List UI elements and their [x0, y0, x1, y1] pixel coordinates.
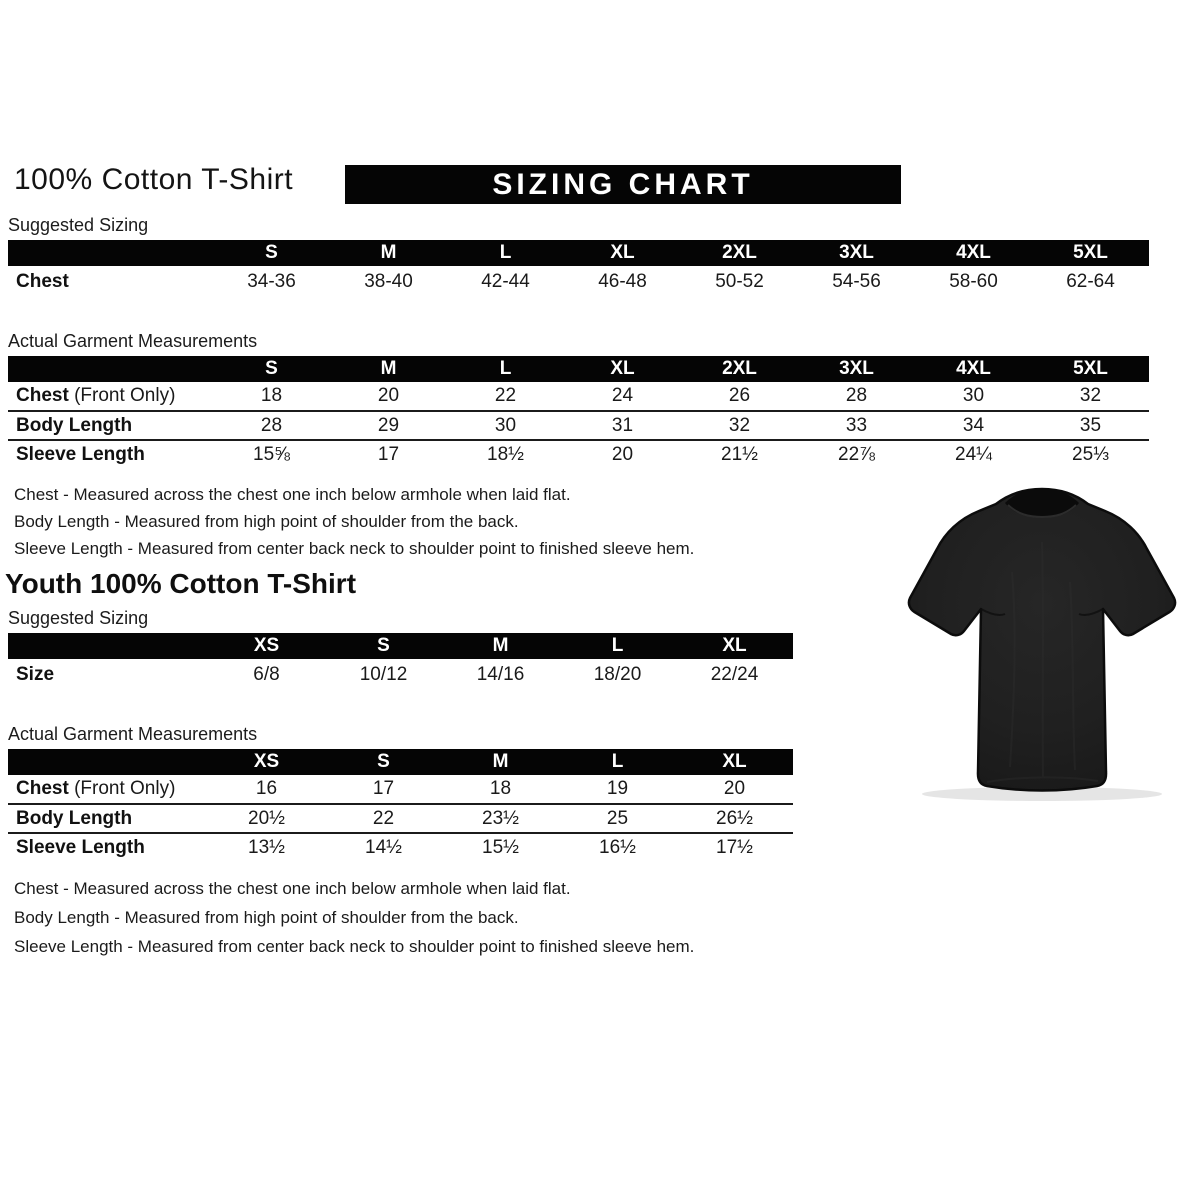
size-table: [8, 633, 793, 690]
size-header-row: [8, 356, 1149, 382]
measurement-row: [8, 411, 1149, 440]
measurement-value: 32: [1079, 385, 1102, 406]
measurement-note: Body Length - Measured from high point of shoulder from the back.: [14, 908, 519, 927]
measurement-value: 29: [330, 411, 447, 440]
adult-suggested-sizing-table: [8, 240, 1200, 297]
measurement-value: 20: [564, 440, 681, 469]
measurement-value: 34-36: [247, 270, 296, 292]
measurement-note: Body Length - Measured from high point of shoulder from the back.: [14, 512, 519, 531]
measurement-value: 46-48: [598, 270, 647, 292]
size-column-header: 2XL: [681, 356, 798, 382]
size-column-header: L: [559, 749, 676, 775]
measurement-value: 54-56: [832, 270, 881, 292]
size-column-header: 2XL: [681, 240, 798, 266]
measurement-value: 24: [611, 385, 634, 406]
size-column-header: S: [325, 749, 442, 775]
measurement-row-label: Sleeve Length: [8, 833, 208, 862]
youth-measurement-notes: [14, 874, 1200, 961]
measurement-value: 30: [962, 385, 985, 406]
measurement-value: 22⅞: [798, 440, 915, 469]
size-column-header: 4XL: [915, 240, 1032, 266]
measurement-row-label: Chest (Front Only): [16, 778, 176, 799]
measurement-value: 14½: [325, 833, 442, 862]
size-table: [8, 240, 1149, 297]
measurement-row: [8, 440, 1149, 469]
measurement-row: [8, 382, 1149, 411]
measurement-value: 34: [915, 411, 1032, 440]
measurement-value: 6/8: [253, 663, 280, 685]
measurement-value: 58-60: [949, 270, 998, 292]
measurement-value: 22/24: [710, 663, 759, 685]
measurement-value: 15½: [442, 833, 559, 862]
size-header-row: [8, 240, 1149, 266]
measurement-note: Chest - Measured across the chest one inch below armhole when laid flat.: [14, 879, 571, 898]
size-column-header: XL: [564, 356, 681, 382]
measurement-value: 31: [564, 411, 681, 440]
measurement-value: 38-40: [364, 270, 413, 292]
measurement-row-label: Sleeve Length: [8, 440, 213, 469]
size-table: [8, 356, 1149, 469]
measurement-row: [8, 833, 793, 862]
size-column-header: M: [330, 240, 447, 266]
size-column-header: M: [442, 633, 559, 659]
measurement-value: 35: [1032, 411, 1149, 440]
size-column-header: S: [213, 240, 330, 266]
size-column-header: XS: [208, 633, 325, 659]
measurement-row-label: Body Length: [8, 411, 213, 440]
youth-actual-measurements-label: Actual Garment Measurements: [8, 724, 258, 744]
size-column-header: 3XL: [798, 356, 915, 382]
youth-product-title: Youth 100% Cotton T-Shirt: [5, 568, 357, 599]
youth-suggested-sizing-label: Suggested Sizing: [8, 608, 149, 628]
measurement-value: 20: [377, 385, 400, 406]
measurement-value: 32: [681, 411, 798, 440]
measurement-row: [8, 659, 793, 690]
measurement-value: 24¼: [915, 440, 1032, 469]
measurement-value: 26: [728, 385, 751, 406]
measurement-row-label: Size: [16, 663, 55, 685]
measurement-value: 17: [372, 778, 395, 799]
adult-header-row: [0, 163, 1200, 207]
size-column-header: 4XL: [915, 356, 1032, 382]
sizing-chart-banner: [345, 165, 901, 204]
measurement-value: 28: [213, 411, 330, 440]
measurement-value: 13½: [208, 833, 325, 862]
adult-suggested-sizing-label: Suggested Sizing: [8, 215, 149, 235]
size-header-spacer: [8, 356, 213, 382]
size-column-header: L: [447, 240, 564, 266]
measurement-value: 15⅝: [213, 440, 330, 469]
measurement-value: 19: [606, 778, 629, 799]
measurement-value: 20½: [208, 804, 325, 833]
measurement-value: 22: [494, 385, 517, 406]
size-column-header: 5XL: [1032, 240, 1149, 266]
size-column-header: 3XL: [798, 240, 915, 266]
size-header-spacer: [8, 240, 213, 266]
size-column-header: M: [330, 356, 447, 382]
size-column-header: 5XL: [1032, 356, 1149, 382]
size-header-spacer: [8, 633, 208, 659]
size-column-header: XL: [564, 240, 681, 266]
black-tshirt-image: [892, 482, 1192, 807]
measurement-note: Chest - Measured across the chest one inch below armhole when laid flat.: [14, 485, 571, 504]
size-header-row: [8, 633, 793, 659]
size-header-row: [8, 749, 793, 775]
adult-actual-measurements-table: [8, 356, 1200, 469]
measurement-value: 22: [325, 804, 442, 833]
measurement-value: 23½: [442, 804, 559, 833]
measurement-value: 17½: [676, 833, 793, 862]
measurement-value: 18½: [447, 440, 564, 469]
measurement-row: [8, 266, 1149, 297]
size-column-header: L: [447, 356, 564, 382]
size-column-header: XL: [676, 749, 793, 775]
measurement-value: 20: [723, 778, 746, 799]
measurement-value: 21½: [681, 440, 798, 469]
size-header-spacer: [8, 749, 208, 775]
size-column-header: L: [559, 633, 676, 659]
measurement-value: 25⅓: [1032, 440, 1149, 469]
measurement-value: 50-52: [715, 270, 764, 292]
sizing-chart-banner-label: SIZING CHART: [492, 167, 754, 201]
size-column-header: S: [213, 356, 330, 382]
measurement-row-label: Body Length: [8, 804, 208, 833]
measurement-value: 16: [255, 778, 278, 799]
measurement-value: 25: [559, 804, 676, 833]
measurement-value: 18: [489, 778, 512, 799]
measurement-value: 18/20: [593, 663, 642, 685]
measurement-row-label: Chest: [16, 270, 69, 292]
measurement-row: [8, 775, 793, 804]
size-column-header: XS: [208, 749, 325, 775]
measurement-value: 62-64: [1066, 270, 1115, 292]
size-column-header: XL: [676, 633, 793, 659]
measurement-value: 28: [845, 385, 868, 406]
adult-actual-measurements-label: Actual Garment Measurements: [8, 331, 258, 351]
measurement-value: 18: [260, 385, 283, 406]
measurement-note: Sleeve Length - Measured from center back neck to shoulder point to finished sleeve hem.: [14, 937, 695, 956]
measurement-value: 17: [330, 440, 447, 469]
measurement-value: 10/12: [359, 663, 408, 685]
measurement-value: 30: [447, 411, 564, 440]
measurement-row-label: Chest (Front Only): [16, 385, 176, 406]
size-table: [8, 749, 793, 862]
adult-product-title: 100% Cotton T-Shirt: [14, 163, 294, 196]
measurement-value: 16½: [559, 833, 676, 862]
measurement-value: 26½: [676, 804, 793, 833]
size-column-header: M: [442, 749, 559, 775]
measurement-value: 42-44: [481, 270, 530, 292]
measurement-row: [8, 804, 793, 833]
measurement-note: Sleeve Length - Measured from center back neck to shoulder point to finished sleeve hem.: [14, 539, 695, 558]
size-column-header: S: [325, 633, 442, 659]
measurement-value: 33: [798, 411, 915, 440]
measurement-value: 14/16: [476, 663, 525, 685]
